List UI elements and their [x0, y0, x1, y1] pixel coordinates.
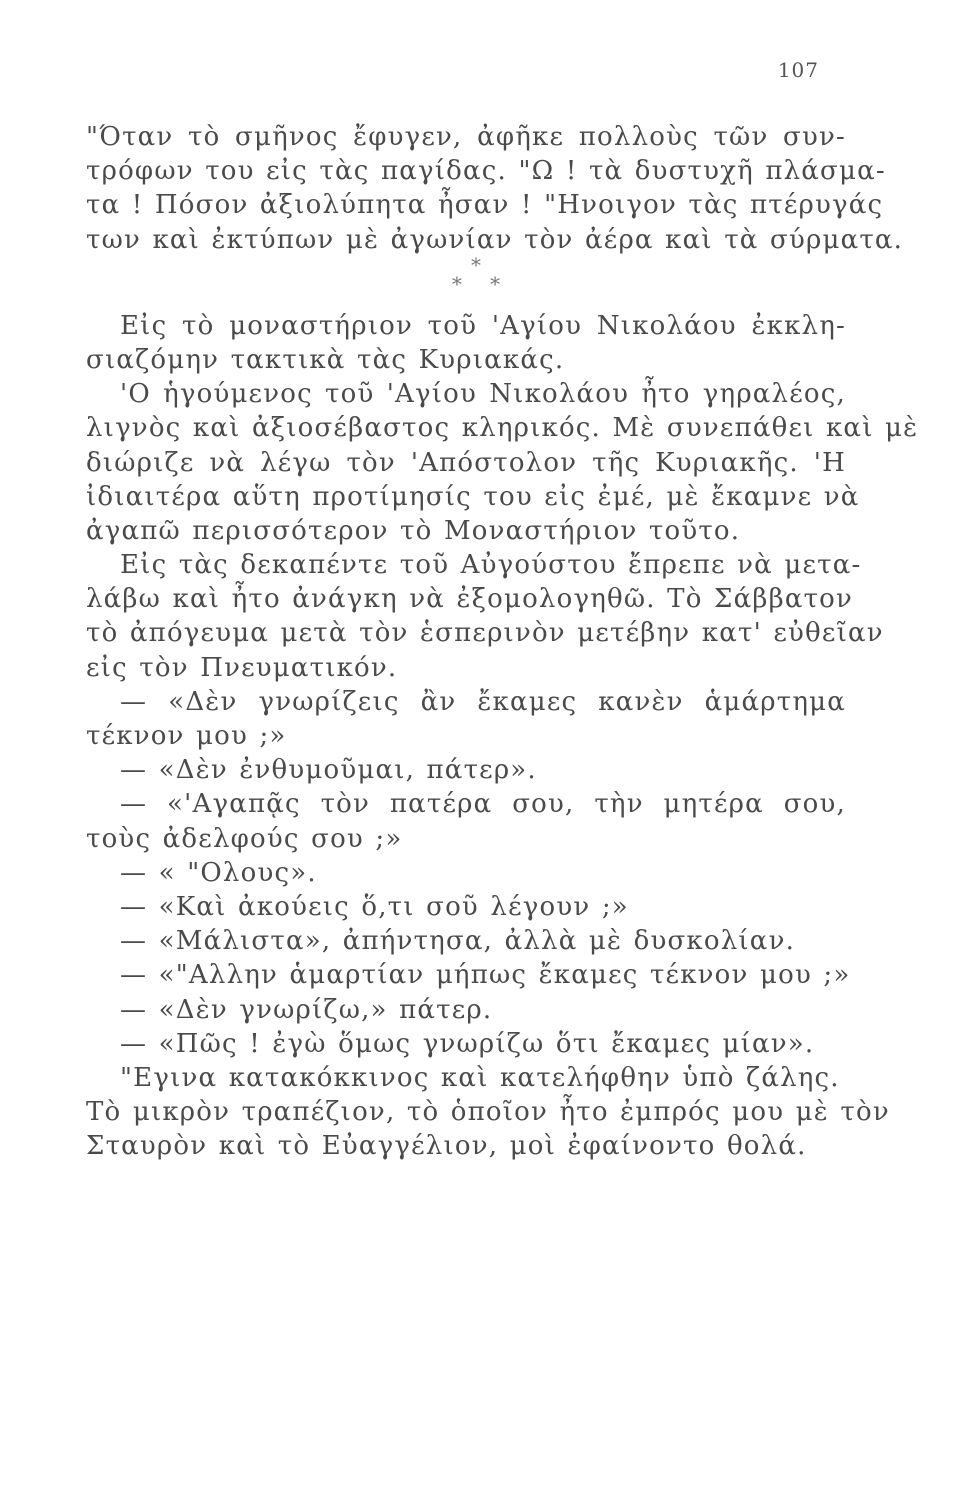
text-line: τα ! Πόσον ἀξιολύπητα ἦσαν ! "Ηνοιγον τὰς πτέρυγάς [86, 190, 884, 221]
text-line: λιγνὸς καὶ ἀξιοσέβαστος κληρικός. Μὲ συνεπάθει καὶ μὲ [86, 413, 919, 444]
text-line: διώριζε νὰ λέγω τὸν 'Απόστολον τῆς Κυριακῆς. 'Η [86, 447, 846, 478]
dialogue-line: — «Δὲν ἐνθυμοῦμαι, πάτερ». [120, 755, 537, 786]
text-line: σιαζόμην τακτικὰ τὰς Κυριακάς. [86, 344, 565, 375]
asterism-top: * [471, 252, 491, 277]
dialogue-line: — «Δὲν γνωρίζεις ἂν ἔκαμες κανὲν ἁμάρτημα [120, 686, 846, 717]
dialogue-line: — « "Ολους». [120, 857, 317, 888]
dialogue-line: — «"Αλλην ἁμαρτίαν μήπως ἔκαμες τέκνον μου ;» [120, 960, 851, 991]
text-line: Σταυρὸν καὶ τὸ Εὐαγγέλιον, μοὶ ἐφαίνοντο θολά. [86, 1131, 807, 1162]
dialogue-line: — «Καὶ ἀκούεις ὅ,τι σοῦ λέγουν ;» [120, 891, 629, 922]
page-number: 107 [777, 58, 819, 82]
text-line: τοὺς ἀδελφούς σου ;» [86, 823, 403, 854]
text-line: τὸ ἀπόγευμα μετὰ τὸν ἑσπερινὸν μετέβην κατ' εὐθεῖαν [86, 618, 884, 649]
section-asterism [86, 252, 846, 309]
dialogue-line: — «Δὲν γνωρίζω,» πάτερ. [120, 994, 493, 1025]
dialogue-line: — «Μάλιστα», ἀπήντησα, ἀλλὰ μὲ δυσκολίαν. [120, 926, 796, 957]
text-line: ἀγαπῶ περισσότερον τὸ Μοναστήριον τοῦτο. [86, 515, 741, 546]
text-line: τέκνον μου ;» [86, 721, 287, 751]
text-line: Τὸ μικρὸν τραπέζιον, τὸ ὁποῖον ἦτο ἐμπρός μου μὲ τὸν [86, 1097, 890, 1128]
text-line: εἰς τὸν Πνευματικόν. [86, 652, 398, 683]
page-body-text [86, 120, 919, 1163]
text-line: ἰδιαιτέρα αὕτη προτίμησίς του εἰς ἐμέ, μὲ ἔκαμνε νὰ [86, 481, 860, 512]
text-line: 'Ο ἡγούμενος τοῦ 'Αγίου Νικολάου ἦτο γηραλέος, [120, 379, 846, 410]
text-line: τρόφων του εἰς τὰς παγίδας. "Ω ! τὰ δυστυχῆ πλάσμα- [86, 156, 886, 187]
asterism-bottom: * * [451, 271, 511, 296]
text-line: "Εγινα κατακόκκινος καὶ κατελήφθην ὑπὸ ζάλης. [120, 1062, 840, 1093]
text-line: των καὶ ἐκτύπων μὲ ἀγωνίαν τὸν ἀέρα καὶ τὰ σύρματα. [86, 224, 904, 255]
text-line: Εἰς τὸ μοναστήριον τοῦ 'Αγίου Νικολάου ἐκκλη- [120, 310, 846, 341]
dialogue-line: — «'Αγαπᾷς τὸν πατέρα σου, τὴν μητέρα σου, [120, 789, 846, 820]
text-line: Εἰς τὰς δεκαπέντε τοῦ Αὐγούστου ἔπρεπε νὰ μετα- [120, 550, 862, 581]
dialogue-line: — «Πῶς ! ἐγὼ ὅμως γνωρίζω ὅτι ἔκαμες μίαν». [120, 1028, 815, 1059]
text-line: λάβω καὶ ἦτο ἀνάγκη νὰ ἐξομολογηθῶ. Τὸ Σάββατον [86, 584, 854, 615]
text-line: "Όταν τὸ σμῆνος ἔφυγεν, ἀφῆκε πολλοὺς τῶν συν- [86, 122, 846, 152]
